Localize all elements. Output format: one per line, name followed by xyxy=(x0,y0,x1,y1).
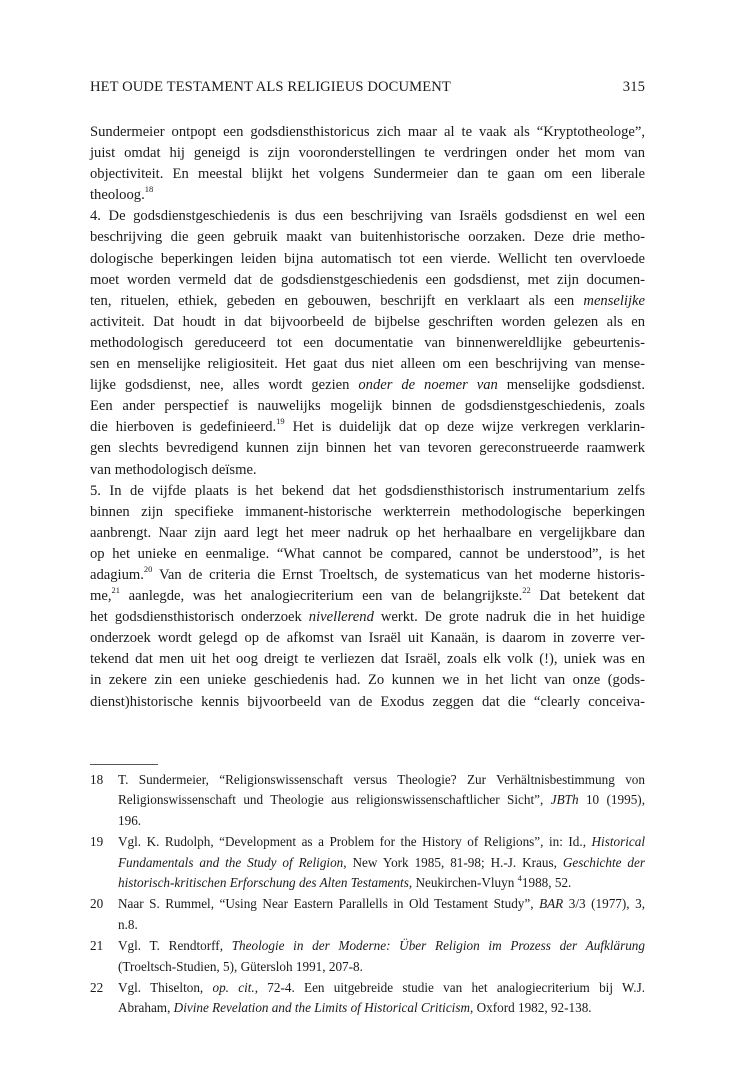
footnote xyxy=(90,978,645,1019)
footnote-line: 196. xyxy=(118,812,142,828)
italic-text: nivellerend xyxy=(308,609,374,626)
footnote-line: n.8. xyxy=(118,916,138,932)
footnote-text xyxy=(90,978,645,1019)
footnote-number: 22 xyxy=(90,979,104,995)
footnote-separator xyxy=(90,764,158,765)
italic-text: historisch-kritischen Erforschung des Alten Testaments xyxy=(118,874,409,890)
text-line: beschrijving die geen gebruik maakt van buitenhistorische oorzaken. Deze drie metho- xyxy=(90,229,645,246)
text-line: op het unieke en eenmalige. “What cannot be compared, cannot be understood”, is het xyxy=(90,545,645,562)
footnote-text xyxy=(90,936,645,977)
italic-text: Theologie in der Moderne: Über Religion im Prozess der Aufklärung xyxy=(231,938,645,954)
italic-text: BAR xyxy=(539,896,564,912)
running-title: HET OUDE TESTAMENT ALS RELIGIEUS DOCUMENT xyxy=(90,79,451,95)
italic-text: Geschichte der xyxy=(562,854,645,870)
text-line: onderzoek wordt gelegd op de afkomst van Israël uit Kanaän, is daarom in zoverre ver- xyxy=(90,630,645,647)
italic-text: menselijke xyxy=(583,292,645,309)
footnote-line: Vgl. Thiselton, op. cit., 72-4. Een uitgebreide studie van het analogiecriterium bij W.J. xyxy=(118,979,645,995)
text-line: moet worden vermeld dat de godsdienstgeschiedenis een godsdienst, met zijn documen- xyxy=(90,271,645,288)
footnote-ref: 21 xyxy=(111,585,120,596)
text-line: gen slechts bevredigend kunnen zijn binnen het van tevoren gereconstrueerde raamwerk xyxy=(90,440,645,457)
footnote-text xyxy=(90,832,645,893)
footnote-number: 21 xyxy=(90,938,104,954)
text-line: activiteit. Dat houdt in dat bijvoorbeeld de bijbelse geschriften worden gelezen als en xyxy=(90,313,645,330)
text-line: lijke godsdienst, nee, alles wordt gezien onder de noemer van menselijke godsdienst. xyxy=(90,377,645,394)
text-line: Een ander perspectief is nauwelijks mogelijk binnen de godsdienstgeschiedenis, zoals xyxy=(90,398,645,415)
footnote xyxy=(90,770,645,831)
text-line: me,$^{21}$ aanlegde, was het analogiecriterium een van de belangrijkste.$^{22}$ Dat betekent dat xyxy=(90,585,645,605)
text-line: binnen zijn specifieke immanent-historische werkterrein methodologische beperkingen xyxy=(90,503,645,520)
footnote-number: 20 xyxy=(90,896,104,912)
running-header xyxy=(90,79,645,99)
footnote-number: 19 xyxy=(90,834,104,850)
footnote-text xyxy=(90,770,645,831)
footnote-line: Naar S. Rummel, “Using Near Eastern Parallells in Old Testament Study”, BAR 3/3 (1977), 3, xyxy=(118,896,645,912)
italic-text: onder de noemer van xyxy=(358,377,498,394)
text-line: methodologisch gereduceerd tot een documentatie van binnenwereldlijke gebeurtenis- xyxy=(90,334,645,351)
italic-text: Fundamentals and the Study of Religion xyxy=(118,854,344,870)
footnote-ref: 20 xyxy=(143,564,153,575)
text-line: aanbrengt. Naar zijn aard legt het meer nadruk op het herhaalbare en vergelijkbare dan xyxy=(90,524,645,541)
footnote-line: Fundamentals and the Study of Religion, New York 1985, 81-98; H.-J. Kraus, Geschichte der xyxy=(118,854,645,870)
italic-text: Divine Revelation and the Limits of Historical Criticism xyxy=(173,1000,470,1016)
text-line: juist omdat hij geneigd is zijn vooronderstellingen te verdringen onder het mom van xyxy=(90,145,645,162)
footnote-line: Abraham, Divine Revelation and the Limits of Historical Criticism, Oxford 1982, 92-138. xyxy=(118,1000,592,1016)
text-line: het godsdiensthistorisch onderzoek nivellerend werkt. De grote nadruk die in het huidige xyxy=(90,609,645,626)
footnote xyxy=(90,832,645,893)
italic-text: JBTh xyxy=(550,792,579,808)
text-line: objectiviteit. En meestal blijkt het volgens Sundermeier dan te gaan om een liberale xyxy=(90,166,645,183)
text-line: tekend dat men uit het oog dreigt te verliezen dat Israël, zoals elk volk (!), uniek was en xyxy=(90,651,645,668)
text-line: 5. In de vijfde plaats is het bekend dat het godsdiensthistorisch instrumentarium zelfs xyxy=(90,482,645,499)
text-line: dologische beperkingen leiden bijna automatisch tot een vierde. Wellicht ten overvloede xyxy=(90,250,645,267)
text-line: adagium.$^{20}$ Van de criteria die Ernst Troeltsch, de systematicus van het moderne historis- xyxy=(90,564,645,583)
body-text xyxy=(90,122,645,713)
footnote xyxy=(90,894,645,935)
text-line: 4. De godsdienstgeschiedenis is dus een beschrijving van Israëls godsdienst en wel een xyxy=(90,208,645,225)
footnote-line: historisch-kritischen Erforschung des Alten Testaments, Neukirchen-Vluyn $^4$1988, 52. xyxy=(118,872,572,890)
text-line: sen en menselijke religiositeit. Het gaat dus niet alleen om een beschrijving van mense- xyxy=(90,356,645,373)
text-line: Sundermeier ontpopt een godsdiensthistoricus zich maar al te vaak als “Kryptotheologe”, xyxy=(90,124,645,140)
footnote-line: T. Sundermeier, “Religionswissenschaft versus Theologie? Zur Verhältnisbestimmung von xyxy=(118,772,645,787)
text-line: dienst)historische kennis bijvoorbeeld van de Exodus zeggen dat die “clearly conceiva- xyxy=(90,693,645,710)
footnote-ref: 22 xyxy=(522,585,531,596)
footnote-ref: 4 xyxy=(517,872,522,883)
footnote-line: (Troeltsch-Studien, 5), Gütersloh 1991, 207-8. xyxy=(118,958,363,974)
italic-text: op. cit. xyxy=(212,979,255,995)
footnote-ref: 19 xyxy=(276,416,285,427)
footnotes xyxy=(90,770,645,1020)
footnote-line: Vgl. T. Rendtorff, Theologie in der Moderne: Über Religion im Prozess der Aufklärung xyxy=(118,938,645,954)
footnote-ref: 18 xyxy=(144,184,154,195)
text-line: in zekere zin een unieke geschiedenis had. Zo kunnen we in het licht van onze (gods- xyxy=(90,672,645,689)
footnote-line: Vgl. K. Rudolph, “Development as a Problem for the History of Religions”, in: Id., Historical xyxy=(118,834,645,850)
footnote-text xyxy=(90,894,645,935)
text-line: van methodologisch deïsme. xyxy=(90,461,257,478)
footnote-number: 18 xyxy=(90,772,104,787)
text-line: theoloog.$^{18}$ xyxy=(90,184,154,204)
footnote-line: Religionswissenschaft und Theologie aus religionswissenschaftlicher Sicht”, JBTh 10 (1995), xyxy=(118,792,645,808)
footnote xyxy=(90,936,645,977)
italic-text: Historical xyxy=(591,834,645,850)
text-line: die hierboven is gedefinieerd.$^{19}$ Het is duidelijk dat op deze wijze verkregen verklarin- xyxy=(90,416,646,436)
text-line: ten, rituelen, ethiek, gebeden en gebouwen, beschrijft en verklaart als een menselijke xyxy=(90,292,645,309)
page-number: 315 xyxy=(622,79,645,95)
